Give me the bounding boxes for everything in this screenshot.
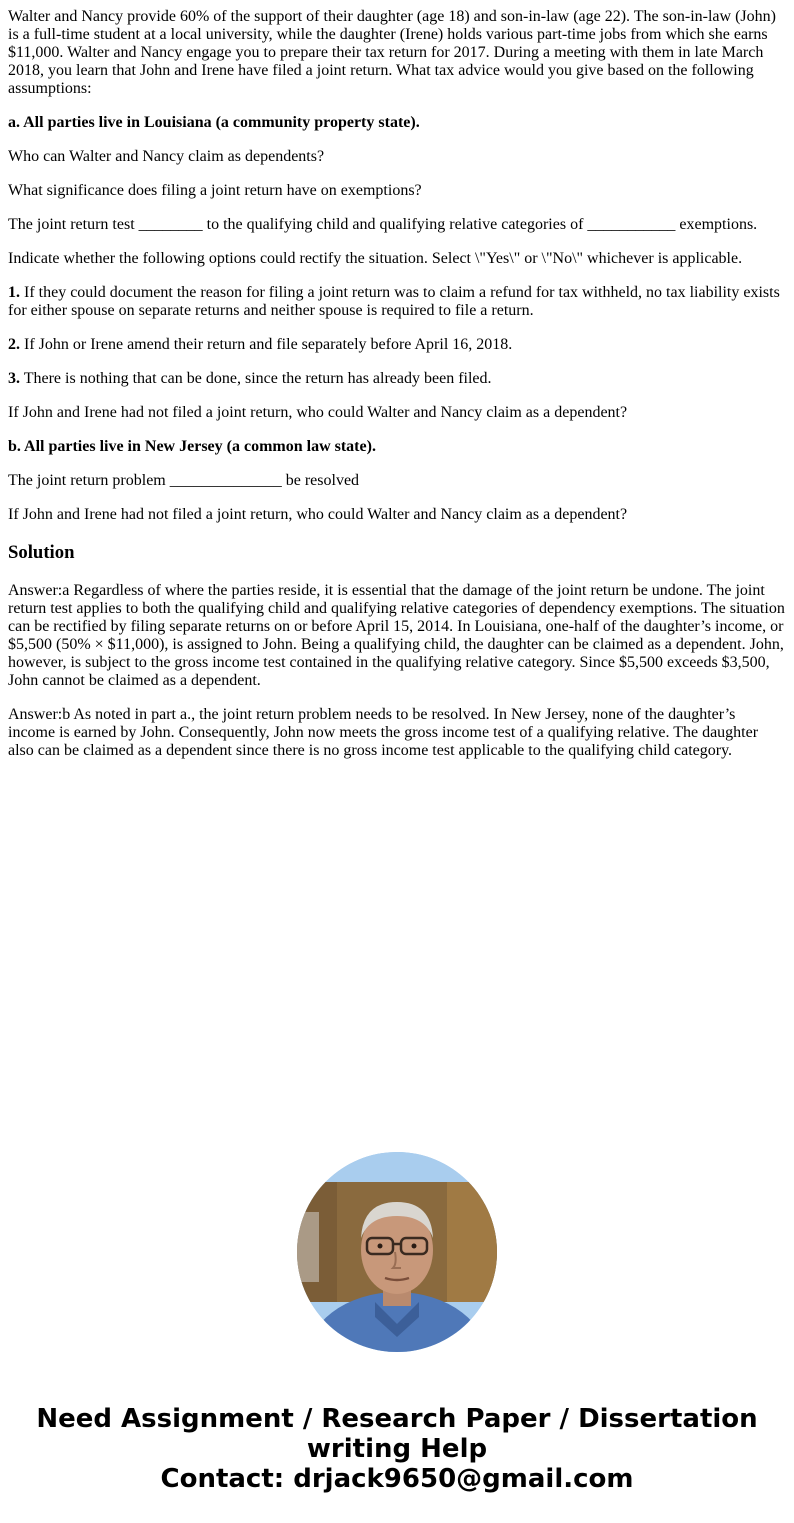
part-a-question-dependents: Who can Walter and Nancy claim as dependents? bbox=[8, 148, 325, 165]
part-b-question-no-joint: If John and Irene had not filed a joint return, who could Walter and Nancy claim as a dependent? bbox=[8, 506, 628, 523]
problem-intro: Walter and Nancy provide 60% of the support of their daughter (age 18) and son-in-law (age 22). The son-in-law (John) is a full-time student at a local university, while the daughter (Irene) holds various part-time jobs from which she earns $11,000. Walter and Nancy engage you to prepare their tax return for 2017. During a meeting with them in late March 2018, you learn that John and Irene have filed a joint return. What tax advice would you give based on the following assumptions: bbox=[8, 8, 776, 97]
answer-a: Answer:a Regardless of where the parties reside, it is essential that the damage of the joint return be undone. The joint return test applies to both the qualifying child and qualifying relative categories of dependency exemptions. The situation can be rectified by filing separate returns on or before April 15, 2014. In Louisiana, one-half of the daughter’s income, or $5,500 (50% × $11,000), is assigned to John. Being a qualifying child, the daughter can be claimed as a dependent. John, however, is subject to the gross income test contained in the qualifying relative category. Since $5,500 exceeds $3,500, John cannot be claimed as a dependent. bbox=[8, 582, 785, 689]
option-text: There is nothing that can be done, since the return has already been filed. bbox=[20, 370, 492, 387]
option-number: 3. bbox=[8, 370, 20, 387]
option-text: If they could document the reason for filing a joint return was to claim a refund for tax withheld, no tax liability exists for either spouse on separate returns and neither spouse is required to file a return. bbox=[8, 284, 780, 319]
option-2 bbox=[8, 336, 786, 354]
option-3 bbox=[8, 370, 786, 388]
answer-b: Answer:b As noted in part a., the joint return problem needs to be resolved. In New Jersey, none of the daughter’s income is earned by John. Consequently, John now meets the gross income test of a qualifying relative. The daughter also can be claimed as a dependent since there is no gross income test applicable to the qualifying child category. bbox=[8, 706, 759, 759]
promo-text bbox=[0, 1404, 794, 1494]
option-number: 2. bbox=[8, 336, 20, 353]
option-1 bbox=[8, 284, 786, 320]
author-avatar bbox=[297, 1152, 497, 1352]
option-text: If John or Irene amend their return and file separately before April 16, 2018. bbox=[20, 336, 513, 353]
document-body bbox=[0, 0, 794, 760]
part-a-question-no-joint: If John and Irene had not filed a joint return, who could Walter and Nancy claim as a dependent? bbox=[8, 404, 628, 421]
part-a-question-rectify: Indicate whether the following options could rectify the situation. Select \"Yes\" or \"No\" whichever is applicable. bbox=[8, 250, 743, 267]
part-b-question-resolved: The joint return problem ______________ be resolved bbox=[8, 472, 360, 489]
option-number: 1. bbox=[8, 284, 20, 301]
part-a-question-significance: What significance does filing a joint return have on exemptions? bbox=[8, 182, 422, 199]
author-photo-illustration bbox=[297, 1152, 497, 1352]
promo-footer bbox=[0, 1152, 794, 1494]
part-a-question-joint-return-test: The joint return test ________ to the qualifying child and qualifying relative categories of ___________ exemptions. bbox=[8, 216, 758, 233]
promo-contact-line: Contact: drjack9650@gmail.com bbox=[160, 1464, 634, 1494]
promo-line-2: writing Help bbox=[306, 1434, 488, 1464]
promo-line-1: Need Assignment / Research Paper / Dissertation bbox=[36, 1404, 758, 1434]
part-b-heading: b. All parties live in New Jersey (a common law state). bbox=[8, 438, 376, 455]
solution-heading: Solution bbox=[8, 542, 75, 563]
part-a-heading: a. All parties live in Louisiana (a community property state). bbox=[8, 114, 420, 131]
